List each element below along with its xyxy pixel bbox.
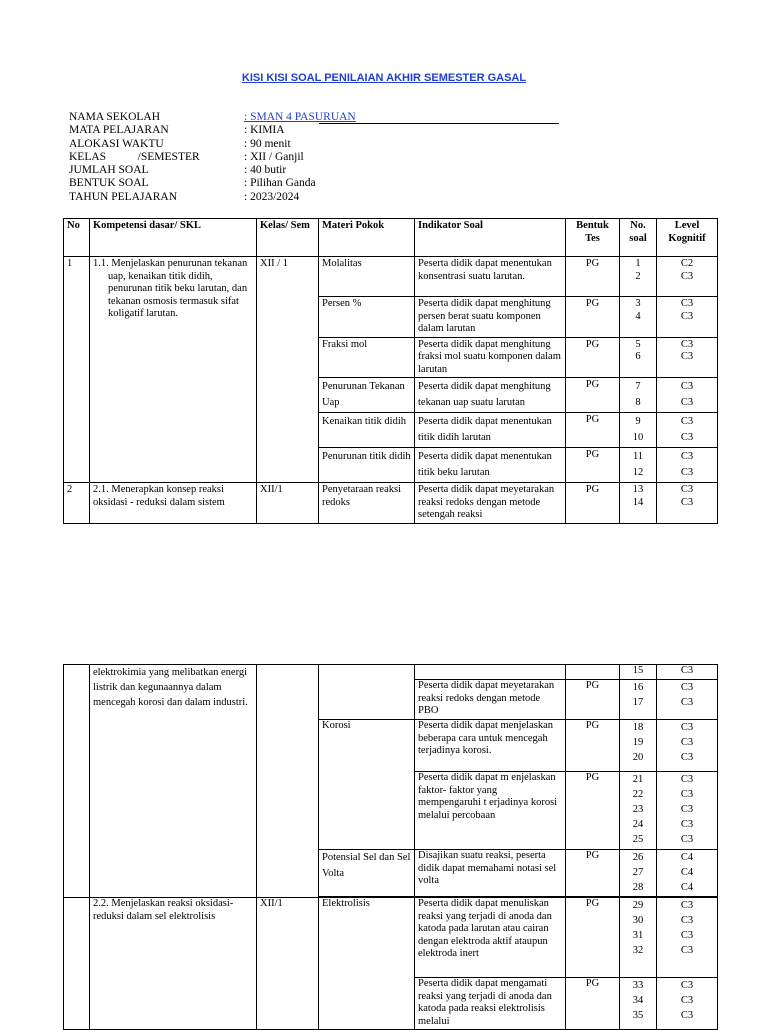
nosoal-cell: 9 10 <box>620 413 657 448</box>
bentuk-cell: PG <box>566 337 620 378</box>
indikator-cell: Peserta didik dapat menentukan titik didih larutan <box>415 413 566 448</box>
info-label: BENTUK SOAL <box>69 177 149 190</box>
level-cell: C3 C3 C3 C3 <box>657 898 718 978</box>
level-cell: C3 C3 <box>657 483 718 524</box>
table-row <box>64 483 718 524</box>
level-cell: C3 C3 <box>657 448 718 483</box>
indikator-cell: Peserta didik dapat menjelaskan beberapa cara untuk mencegah terjadinya korosi. <box>415 720 566 772</box>
bentuk-cell: PG <box>566 680 620 720</box>
row-number <box>64 898 90 1030</box>
nosoal-cell: 13 14 <box>620 483 657 524</box>
kd-cell: elektrokimia yang melibatkan energi listrik dan kegunaannya dalam mencegah korosi dan dalam industri. <box>90 665 257 898</box>
col-indikator-header: Indikator Soal <box>415 219 566 257</box>
kelas-cell: XII/1 <box>257 898 319 1030</box>
table-row <box>64 665 718 680</box>
col-materi-header: Materi Pokok <box>319 219 415 257</box>
document-title: KISI KISI SOAL PENILAIAN AKHIR SEMESTER GASAL <box>241 72 527 84</box>
level-cell: C3 C3 <box>657 680 718 720</box>
col-bentuk-header: Bentuk Tes <box>566 219 620 257</box>
kd-cell: 1.1. Menjelaskan penurunan tekanan uap, kenaikan titik didih, penurunan titik beku larutan, dan tekanan osmosis termasuk sifat koligatif larutan. <box>90 257 257 483</box>
nosoal-cell: 26 27 28 <box>620 850 657 897</box>
info-value: : SMAN 4 PASURUAN <box>244 111 356 123</box>
level-cell: C3 C3 C3 C3 C3 <box>657 772 718 850</box>
info-label: ALOKASI WAKTU <box>69 137 164 150</box>
info-row <box>69 111 569 124</box>
indikator-cell: Peserta didik dapat menentukan titik beku larutan <box>415 448 566 483</box>
materi-cell: Elektrolisis <box>319 898 415 1030</box>
level-cell: C3 C3 <box>657 413 718 448</box>
bentuk-cell: PG <box>566 448 620 483</box>
col-no-header: No <box>64 219 90 257</box>
grid-table-page-1 <box>63 218 718 524</box>
info-row <box>69 151 569 164</box>
nosoal-cell: 21 22 23 24 25 <box>620 772 657 850</box>
bentuk-cell: PG <box>566 483 620 524</box>
materi-cell: Penyetaraan reaksi redoks <box>319 483 415 524</box>
indikator-cell <box>415 665 566 680</box>
nosoal-cell: 29 30 31 32 <box>620 898 657 978</box>
info-label: JUMLAH SOAL <box>69 164 149 177</box>
level-cell: C2 C3 <box>657 257 718 297</box>
nosoal-cell: 18 19 20 <box>620 720 657 772</box>
bentuk-cell: PG <box>566 850 620 897</box>
materi-cell: Fraksi mol <box>319 337 415 378</box>
row-number <box>64 665 90 898</box>
bentuk-cell: PG <box>566 413 620 448</box>
table-row <box>64 898 718 978</box>
indikator-cell: Peserta didik dapat menentukan konsentrasi suatu larutan. <box>415 257 566 297</box>
kelas-cell <box>257 665 319 898</box>
indikator-cell: Peserta didik dapat mengamati reaksi yang terjadi di anoda dan katoda pada reaksi elektrolisis melalui <box>415 978 566 1030</box>
table-row <box>64 257 718 297</box>
info-row <box>69 138 569 151</box>
bentuk-cell: PG <box>566 898 620 978</box>
level-cell: C3 C3 <box>657 337 718 378</box>
bentuk-cell: PG <box>566 378 620 413</box>
grid-table-page-2 <box>63 664 718 1030</box>
level-cell: C3 <box>657 665 718 680</box>
level-cell: C3 C3 <box>657 297 718 338</box>
info-row <box>69 124 569 137</box>
col-level-header: Level Kognitif <box>657 219 718 257</box>
level-cell: C3 C3 C3 <box>657 978 718 1030</box>
header-row <box>64 219 718 257</box>
materi-cell: Kenaikan titik didih <box>319 413 415 448</box>
bentuk-cell: PG <box>566 978 620 1030</box>
col-kelas-header: Kelas/ Sem <box>257 219 319 257</box>
indikator-cell: Peserta didik dapat menuliskan reaksi yang terjadi di anoda dan katoda pada larutan atau cairan dengan elektroda aktif ataupun elektroda inert <box>415 898 566 978</box>
row-number: 2 <box>64 483 90 524</box>
info-label: NAMA SEKOLAH <box>69 111 161 123</box>
materi-cell: Persen % <box>319 297 415 338</box>
level-cell: C3 C3 <box>657 378 718 413</box>
indikator-cell: Peserta didik dapat menghitung persen berat suatu komponen dalam larutan <box>415 297 566 338</box>
bentuk-cell: PG <box>566 257 620 297</box>
indikator-cell: Peserta didik dapat menghitung fraksi mol suatu komponen dalam larutan <box>415 337 566 378</box>
indikator-cell: Disajikan suatu reaksi, peserta didik dapat memahami notasi sel volta <box>415 850 566 897</box>
level-cell: C3 C3 C3 <box>657 720 718 772</box>
info-row <box>69 191 569 204</box>
kd-cell: 2.1. Menerapkan konsep reaksi oksidasi - reduksi dalam sistem <box>90 483 257 524</box>
info-label: TAHUN PELAJARAN <box>69 190 178 203</box>
materi-cell: Molalitas <box>319 257 415 297</box>
materi-cell: Penurunan titik didih <box>319 448 415 483</box>
bentuk-cell: PG <box>566 297 620 338</box>
nosoal-cell: 1 2 <box>620 257 657 297</box>
materi-cell: Penurunan Tekanan Uap <box>319 378 415 413</box>
indikator-cell: Peserta didik dapat meyetarakan reaksi redoks dengan metode PBO <box>415 680 566 720</box>
info-row <box>69 177 569 190</box>
school-info <box>69 111 569 204</box>
kelas-cell: XII / 1 <box>257 257 319 483</box>
nosoal-cell: 5 6 <box>620 337 657 378</box>
materi-cell: Potensial Sel dan Sel Volta <box>319 850 415 897</box>
nosoal-cell: 11 12 <box>620 448 657 483</box>
bentuk-cell: PG <box>566 720 620 772</box>
info-value: : 2023/2024 <box>244 190 300 203</box>
bentuk-cell: PG <box>566 772 620 850</box>
info-value: : Pilihan Ganda <box>244 177 316 190</box>
materi-cell: Korosi <box>319 720 415 850</box>
nosoal-cell: 3 4 <box>620 297 657 338</box>
info-value: : 90 menit <box>244 137 291 150</box>
nosoal-cell: 33 34 35 <box>620 978 657 1030</box>
row-number: 1 <box>64 257 90 483</box>
info-label: MATA PELAJARAN <box>69 124 169 137</box>
info-label: KELAS /SEMESTER <box>69 150 200 163</box>
col-kd-header: Kompetensi dasar/ SKL <box>90 219 257 257</box>
info-value: : KIMIA <box>244 124 285 137</box>
indikator-cell: Peserta didik dapat m enjelaskan faktor- faktor yang mempengaruhi t erjadinya korosi melalui percobaan <box>415 772 566 850</box>
nosoal-cell: 15 <box>620 665 657 680</box>
kelas-cell: XII/1 <box>257 483 319 524</box>
indikator-cell: Peserta didik dapat menghitung tekanan uap suatu larutan <box>415 378 566 413</box>
level-cell: C4 C4 C4 <box>657 850 718 897</box>
nosoal-cell: 7 8 <box>620 378 657 413</box>
info-row <box>69 164 569 177</box>
kd-cell: 2.2. Menjelaskan reaksi oksidasi-reduksi dalam sel elektrolisis <box>90 898 257 1030</box>
nosoal-cell: 16 17 <box>620 680 657 720</box>
bentuk-cell <box>566 665 620 680</box>
indikator-cell: Peserta didik dapat meyetarakan reaksi redoks dengan metode setengah reaksi <box>415 483 566 524</box>
col-nosoal-header: No. soal <box>620 219 657 257</box>
materi-cell <box>319 665 415 720</box>
info-value: : 40 butir <box>244 164 287 177</box>
info-value: : XII / Ganjil <box>244 150 304 163</box>
